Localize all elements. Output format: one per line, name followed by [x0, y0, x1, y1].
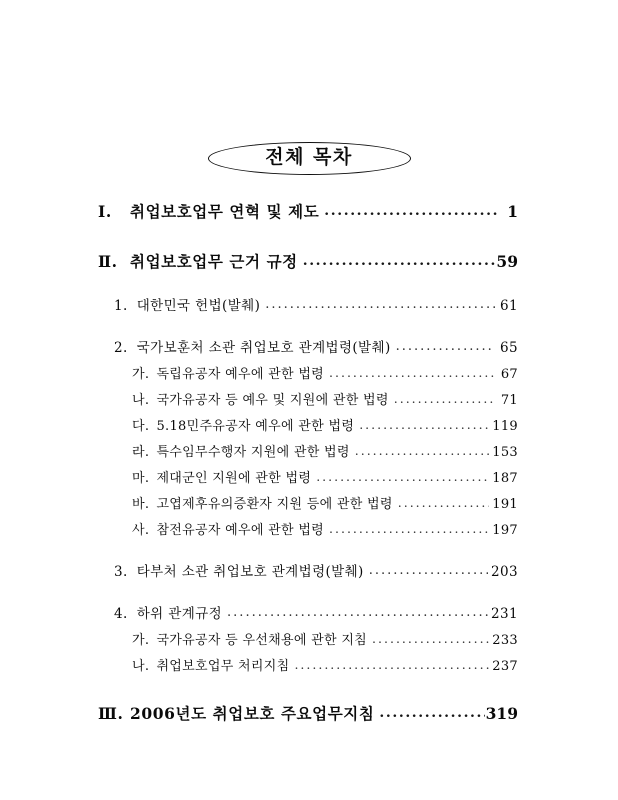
toc-entry[interactable] [132, 493, 518, 512]
toc-page-number: 191 [492, 497, 518, 512]
toc-leader-dots [316, 472, 489, 485]
table-of-contents [98, 200, 518, 724]
toc-entry[interactable] [114, 336, 518, 356]
toc-page-number: 61 [500, 298, 518, 314]
toc-entry-title: 취업보호업무 연혁 및 제도 [130, 202, 320, 221]
toc-entry-title: 독립유공자 예우에 관한 법령 [156, 367, 325, 382]
toc-entry-marker: 1. [114, 298, 128, 314]
toc-entry-label [98, 250, 298, 272]
toc-entry[interactable] [114, 560, 518, 580]
toc-entry-title: 타부처 소관 취업보호 관계법령(발췌) [136, 564, 364, 580]
toc-entry-title: 대한민국 헌법(발췌) [136, 298, 261, 314]
toc-entry-label [132, 363, 324, 382]
toc-page-number: 237 [492, 659, 518, 674]
toc-entry[interactable] [132, 519, 518, 538]
toc-entry-title: 참전유공자 예우에 관한 법령 [156, 523, 325, 538]
toc-entry[interactable] [132, 441, 518, 460]
toc-entry[interactable] [132, 389, 518, 408]
toc-page-number: 1 [507, 202, 518, 221]
toc-entry-label [98, 702, 374, 724]
toc-entry-marker: 4. [114, 606, 128, 622]
toc-entry-marker: Ⅲ. [98, 704, 124, 723]
page-title: 전체 목차 [265, 145, 353, 168]
toc-leader-dots [303, 256, 496, 272]
toc-entry[interactable] [132, 415, 518, 434]
toc-entry-title: 특수임무수행자 지원에 관한 법령 [156, 445, 350, 460]
toc-page-number: 203 [491, 564, 518, 580]
toc-page-number: 187 [492, 471, 518, 486]
toc-entry-marker: 바. [132, 497, 150, 512]
toc-leader-dots [265, 300, 495, 314]
page-title-container [0, 136, 618, 180]
toc-entry[interactable] [132, 467, 518, 486]
toc-entry-marker: 3. [114, 564, 128, 580]
toc-leader-dots [369, 566, 488, 580]
toc-entry-marker: 2. [114, 340, 128, 356]
toc-entry-marker: 가. [132, 367, 150, 382]
toc-entry-marker: 마. [132, 471, 150, 486]
toc-entry-label [132, 519, 324, 538]
toc-entry[interactable] [132, 655, 518, 674]
toc-page-number: 319 [485, 704, 518, 723]
toc-entry[interactable] [132, 629, 518, 648]
toc-entry[interactable] [114, 294, 518, 314]
toc-entry[interactable] [98, 250, 518, 272]
toc-entry[interactable] [114, 602, 518, 622]
toc-leader-dots [329, 368, 495, 381]
toc-entry-title: 국가유공자 등 예우 및 지원에 관한 법령 [156, 393, 389, 408]
toc-entry-marker: 나. [132, 659, 150, 674]
toc-entry-marker: 다. [132, 419, 150, 434]
toc-page-number: 233 [492, 633, 518, 648]
toc-entry-marker: 나. [132, 393, 150, 408]
toc-entry-title: 국가유공자 등 우선채용에 관한 지침 [156, 633, 368, 648]
toc-entry-marker: 사. [132, 523, 150, 538]
toc-page-number: 197 [492, 523, 518, 538]
toc-entry-label [132, 629, 367, 648]
toc-leader-dots [394, 394, 495, 407]
toc-leader-dots [294, 660, 489, 673]
toc-page-number: 65 [500, 340, 518, 356]
toc-page-number: 231 [491, 606, 518, 622]
toc-leader-dots [398, 498, 490, 511]
toc-page-number: 59 [496, 252, 518, 271]
toc-entry-label [132, 415, 354, 434]
toc-entry-label [114, 294, 260, 314]
toc-entry[interactable] [98, 702, 518, 724]
toc-leader-dots [359, 420, 489, 433]
toc-entry-label [98, 200, 319, 222]
toc-entry-label [114, 602, 222, 622]
toc-leader-dots [324, 206, 497, 222]
toc-leader-dots [355, 446, 490, 459]
toc-entry-marker: Ⅱ. [98, 252, 118, 271]
toc-entry-marker: Ⅰ. [98, 202, 112, 221]
toc-entry-title: 2006년도 취업보호 주요업무지침 [130, 704, 375, 723]
toc-entry-marker: 라. [132, 445, 150, 460]
toc-entry[interactable] [132, 363, 518, 382]
toc-leader-dots [379, 708, 484, 724]
toc-entry-label [132, 655, 289, 674]
title-ellipse-border [208, 142, 411, 175]
toc-leader-dots [396, 342, 495, 356]
toc-entry[interactable] [98, 200, 518, 222]
toc-entry-title: 하위 관계규정 [136, 606, 223, 622]
toc-entry-label [132, 467, 311, 486]
toc-page-number: 67 [500, 367, 518, 382]
toc-entry-title: 고엽제후유의증환자 지원 등에 관한 법령 [156, 497, 393, 512]
toc-entry-title: 취업보호업무 근거 규정 [130, 252, 298, 271]
toc-leader-dots [227, 608, 488, 622]
toc-entry-label [132, 389, 389, 408]
toc-entry-title: 5.18민주유공자 예우에 관한 법령 [156, 419, 355, 434]
toc-entry-marker: 가. [132, 633, 150, 648]
toc-page-number: 71 [500, 393, 518, 408]
toc-entry-label [114, 336, 391, 356]
toc-entry-label [114, 560, 364, 580]
toc-entry-label [132, 493, 393, 512]
toc-entry-title: 제대군인 지원에 관한 법령 [156, 471, 312, 486]
toc-entry-title: 취업보호업무 처리지침 [156, 659, 290, 674]
toc-entry-label [132, 441, 350, 460]
toc-leader-dots [372, 634, 489, 647]
toc-page-number: 119 [492, 419, 518, 434]
toc-entry-title: 국가보훈처 소관 취업보호 관계법령(발췌) [136, 340, 391, 356]
toc-leader-dots [329, 524, 489, 537]
toc-page-number: 153 [492, 445, 518, 460]
